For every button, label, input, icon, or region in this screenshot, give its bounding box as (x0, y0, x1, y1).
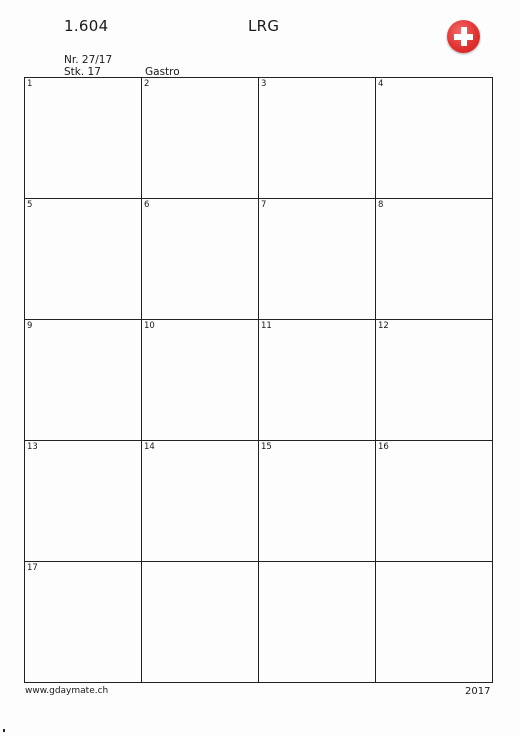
grid-cell (376, 320, 493, 441)
grid-cell (142, 562, 259, 683)
cell-number: 9 (27, 321, 33, 331)
grid-cell (259, 320, 376, 441)
grid-cell (376, 199, 493, 320)
issue-number: Nr. 27/17 (64, 54, 113, 66)
footer-url: www.gdaymate.ch (25, 686, 109, 696)
grid-cell (25, 320, 142, 441)
category-label: Gastro (145, 66, 180, 78)
cell-number: 12 (378, 321, 389, 331)
grid-cell (259, 441, 376, 562)
cell-number: 17 (27, 563, 38, 573)
cell-number: 3 (261, 79, 267, 89)
cell-number: 7 (261, 200, 267, 210)
catalog-number: 1.604 (64, 17, 109, 35)
grid-cell (25, 562, 142, 683)
grid-cell (25, 199, 142, 320)
grid-cell (142, 320, 259, 441)
cell-number: 5 (27, 200, 33, 210)
grid-cell (142, 199, 259, 320)
cell-number: 10 (144, 321, 155, 331)
grid-cell (376, 562, 493, 683)
country-code: LRG (248, 17, 280, 35)
stamp-grid (24, 77, 493, 683)
swiss-flag-icon (447, 20, 480, 53)
cell-number: 15 (261, 442, 272, 452)
cell-number: 13 (27, 442, 38, 452)
grid-cell (259, 78, 376, 199)
grid-cell (376, 78, 493, 199)
flag-cross-horizontal (454, 34, 473, 40)
cell-number: 8 (378, 200, 384, 210)
cell-number: 6 (144, 200, 150, 210)
grid-cell (376, 441, 493, 562)
cell-number: 14 (144, 442, 155, 452)
grid-cell (259, 199, 376, 320)
grid-cell (25, 441, 142, 562)
grid-cell (142, 441, 259, 562)
cell-number: 11 (261, 321, 272, 331)
cell-number: 2 (144, 79, 150, 89)
grid-cell (142, 78, 259, 199)
cell-number: 4 (378, 79, 384, 89)
piece-count: Stk. 17 (64, 66, 101, 78)
cell-number: 16 (378, 442, 389, 452)
cell-number: 1 (27, 79, 33, 89)
grid-cell (25, 78, 142, 199)
footer-year: 2017 (465, 686, 491, 697)
scan-speck (3, 729, 5, 732)
grid-cell (259, 562, 376, 683)
